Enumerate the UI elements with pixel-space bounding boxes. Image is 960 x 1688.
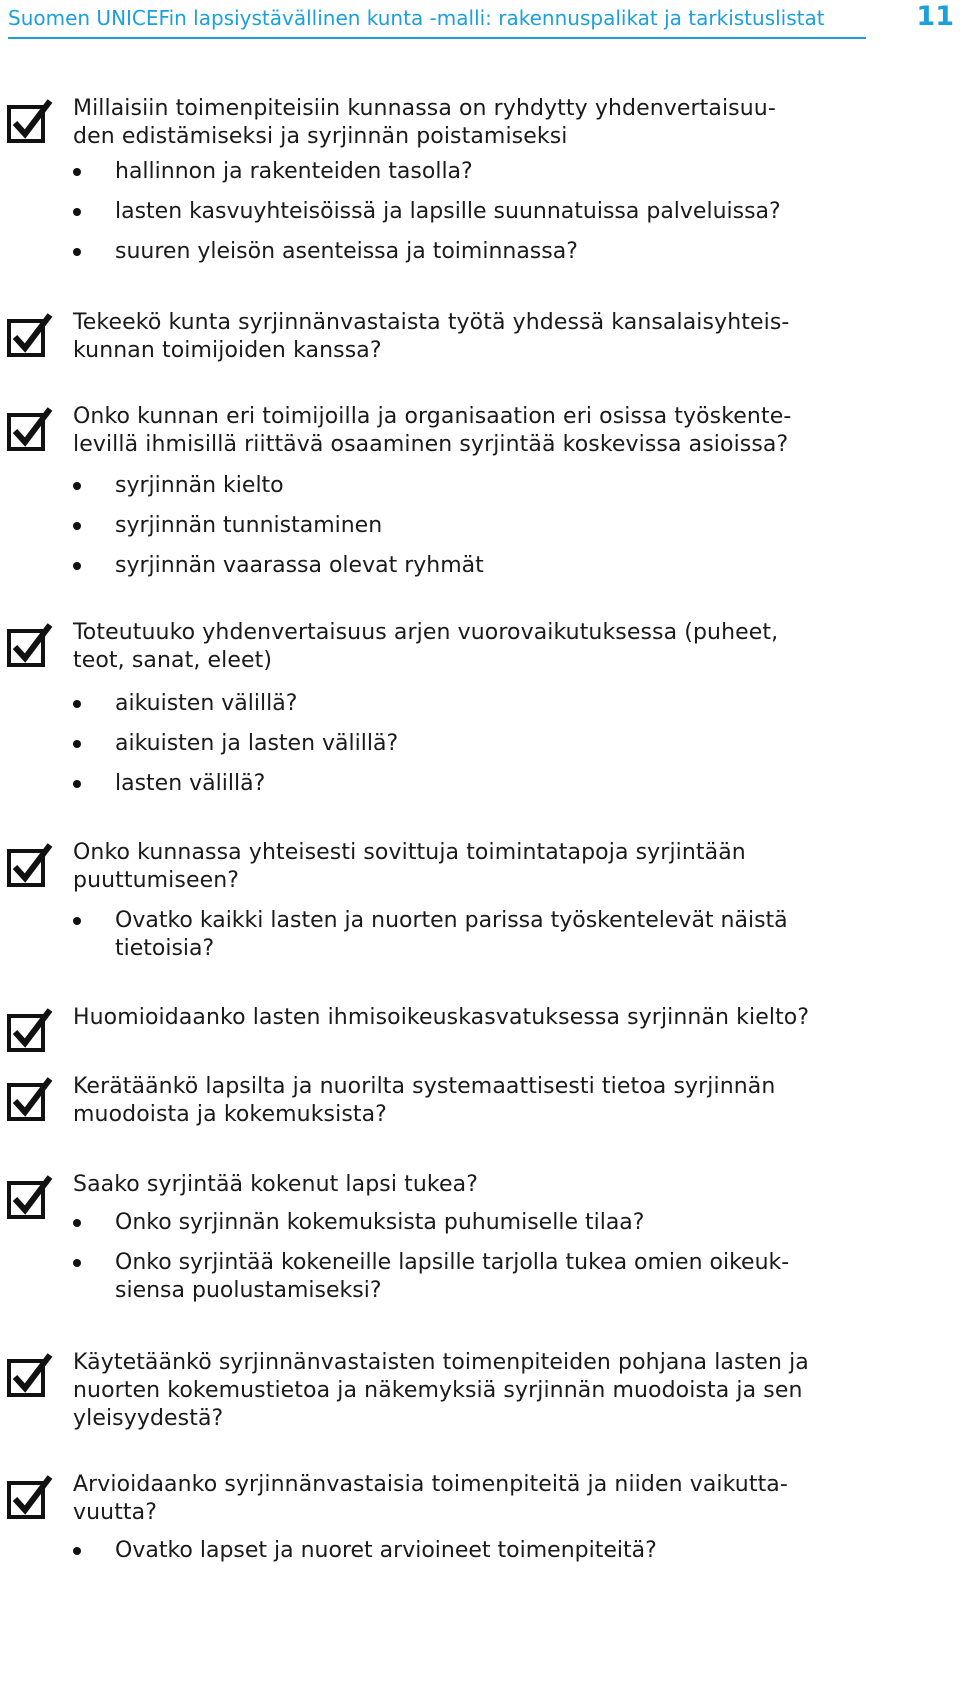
bullet-dot-icon — [73, 1547, 81, 1555]
checklist-question-line: Tekeekö kunta syrjinnänvastaista työtä yhdessä kansalaisyhteis- — [73, 310, 790, 335]
bullet-dot-icon — [73, 168, 81, 176]
page-header — [8, 0, 960, 42]
checklist-question-line: Onko kunnassa yhteisesti sovittuja toimintatapoja syrjintään — [73, 840, 746, 865]
checklist-bullet-line: Onko syrjinnän kokemuksista puhumiselle tilaa? — [115, 1210, 645, 1235]
checklist-question-line: kunnan toimijoiden kanssa? — [73, 338, 382, 363]
bullet-dot-icon — [73, 248, 81, 256]
bullet-dot-icon — [73, 780, 81, 788]
checklist-bullet-line: Onko syrjintää kokeneille lapsille tarjolla tukea omien oikeuk- — [115, 1250, 790, 1275]
checklist-bullet-line: hallinnon ja rakenteiden tasolla? — [115, 159, 473, 184]
checklist-bullet-line: lasten välillä? — [115, 771, 266, 796]
checklist-bullet-line: lasten kasvuyhteisöissä ja lapsille suunnatuissa palveluissa? — [115, 199, 781, 224]
bullet-dot-icon — [73, 1219, 81, 1227]
checkbox-icon — [6, 98, 54, 146]
checklist-question-line: Arvioidaanko syrjinnänvastaisia toimenpiteitä ja niiden vaikutta- — [73, 1472, 788, 1497]
bullet-dot-icon — [73, 482, 81, 490]
checklist-question-line: Kerätäänkö lapsilta ja nuorilta systemaattisesti tietoa syrjinnän — [73, 1074, 776, 1099]
checklist-question-line: den edistämiseksi ja syrjinnän poistamiseksi — [73, 124, 568, 149]
bullet-dot-icon — [73, 1259, 81, 1267]
checklist-bullet-line: tietoisia? — [115, 936, 215, 961]
checklist-question-line: Onko kunnan eri toimijoilla ja organisaation eri osissa työskente- — [73, 404, 792, 429]
bullet-dot-icon — [73, 700, 81, 708]
checklist-question-line: Käytetäänkö syrjinnänvastaisten toimenpiteiden pohjana lasten ja — [73, 1350, 809, 1375]
checklist-question-line: Saako syrjintää kokenut lapsi tukea? — [73, 1172, 478, 1197]
checklist-bullet-line: syrjinnän tunnistaminen — [115, 513, 383, 538]
checklist-question-line: Huomioidaanko lasten ihmisoikeuskasvatuksessa syrjinnän kielto? — [73, 1005, 810, 1030]
checklist-bullet-line: Ovatko lapset ja nuoret arvioineet toimenpiteitä? — [115, 1538, 657, 1563]
checklist-bullet-line: syrjinnän kielto — [115, 473, 284, 498]
checklist-question-line: puuttumiseen? — [73, 868, 240, 893]
bullet-dot-icon — [73, 740, 81, 748]
checklist-question-line: muodoista ja kokemuksista? — [73, 1102, 387, 1127]
bullet-dot-icon — [73, 917, 81, 925]
header-divider — [8, 37, 866, 39]
checklist-question-line: Toteutuuko yhdenvertaisuus arjen vuorovaikutuksessa (puheet, — [73, 620, 779, 645]
checkbox-icon — [6, 1474, 54, 1522]
checkbox-icon — [6, 622, 54, 670]
checkbox-icon — [6, 312, 54, 360]
bullet-dot-icon — [73, 208, 81, 216]
checklist-question-line: vuutta? — [73, 1500, 158, 1525]
checklist-bullet-line: Ovatko kaikki lasten ja nuorten parissa työskentelevät näistä — [115, 908, 788, 933]
bullet-dot-icon — [73, 562, 81, 570]
checkbox-icon — [6, 1174, 54, 1222]
checklist-bullet-line: syrjinnän vaarassa olevat ryhmät — [115, 553, 484, 578]
checklist-question-line: levillä ihmisillä riittävä osaaminen syrjintää koskevissa asioissa? — [73, 432, 789, 457]
bullet-dot-icon — [73, 522, 81, 530]
checkbox-icon — [6, 1007, 54, 1055]
checklist-bullet-line: aikuisten välillä? — [115, 691, 298, 716]
checklist-question-line: nuorten kokemustietoa ja näkemyksiä syrjinnän muodoista ja sen — [73, 1378, 803, 1403]
checklist-bullet-line: aikuisten ja lasten välillä? — [115, 731, 399, 756]
checklist-question-line: teot, sanat, eleet) — [73, 648, 273, 673]
checkbox-icon — [6, 1352, 54, 1400]
document-title: Suomen UNICEFin lapsiystävällinen kunta -malli: rakennuspalikat ja tarkistuslistat — [8, 6, 825, 30]
checklist-bullet-line: suuren yleisön asenteissa ja toiminnassa? — [115, 239, 578, 264]
checkbox-icon — [6, 842, 54, 890]
checklist-question-line: yleisyydestä? — [73, 1406, 224, 1431]
checklist-bullet-line: siensa puolustamiseksi? — [115, 1278, 382, 1303]
checklist-question-line: Millaisiin toimenpiteisiin kunnassa on ryhdytty yhdenvertaisuu- — [73, 96, 776, 121]
checkbox-icon — [6, 1076, 54, 1124]
page-number: 11 — [916, 1, 954, 32]
checkbox-icon — [6, 406, 54, 454]
